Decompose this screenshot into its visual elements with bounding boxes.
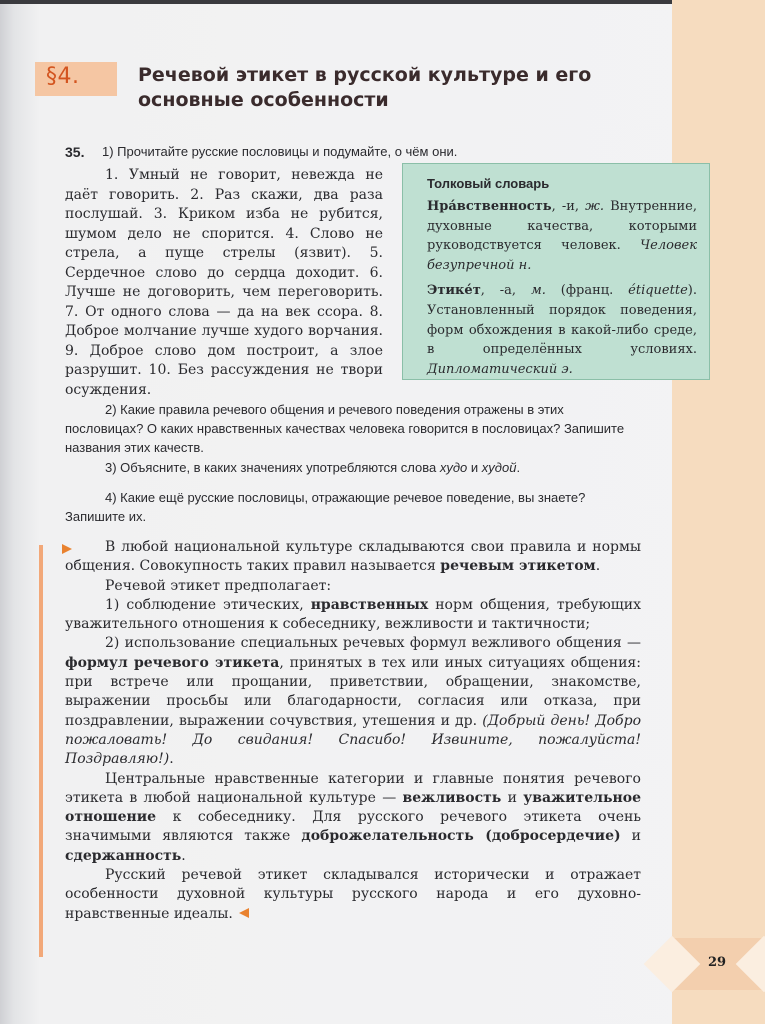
dictionary-entry: Нра́вственность, -и, ж. Внутренние, духовные качества, которыми руководствуется человек. Человек безупречной н. bbox=[427, 199, 697, 273]
rule-margin-bar bbox=[39, 545, 43, 957]
dictionary-box bbox=[402, 163, 710, 380]
rule-end-marker-icon bbox=[239, 908, 249, 918]
proverbs-text: 1. Умный не говорит, невежда не даёт говорить. 2. Раз скажи, два раза послушай. 3. Криком изба не рубится, шумом дело не спорится. 4. Слово не стрела, а пуще стрелы (язвит). 5. Сердечное слово до сердца доходит. 6. Лучше не договорить, чем переговорить. 7. От одного слова — да на век ссора. 8. Доброе молчание лучше худого ворчания. 9. Доброе слово дом построит, а злое разрушит. 10. Без рассуждения не твори осуждения. bbox=[65, 167, 383, 398]
diamond-ornament bbox=[644, 936, 701, 993]
exercise-task-4: 4) Какие ещё русские пословицы, отражающие речевое поведение, вы знаете? Запишите их. bbox=[65, 490, 586, 524]
exercise-task-1: 1) Прочитайте русские пословицы и подумайте, о чём они. bbox=[102, 144, 458, 159]
usage-example: Дипломатический э. bbox=[427, 361, 573, 377]
page-number: 29 bbox=[708, 955, 727, 970]
page-top-edge bbox=[0, 0, 765, 4]
exercise-task-2: 2) Какие правила речевого общения и речевого поведения отражены в этих пословицах? О каких нравственных качествах человека говорится в пословицах? Запишите названия этих качеств. bbox=[65, 402, 625, 455]
headword: Нра́вственность bbox=[427, 199, 552, 214]
dictionary-title: Толковый словарь bbox=[427, 176, 550, 191]
section-number: §4. bbox=[46, 64, 80, 89]
rule-paragraph: Русский речевой этикет складывался исторически и отражает особенности духовной культуры русского народа и его духовно-нравственные идеалы. bbox=[65, 867, 641, 922]
dictionary-entry: Этике́т, -а, м. (франц. étiquette). Установленный порядок поведения, форм обхождения в какой-либо среде, в определённых условиях. Дипломатический э. bbox=[427, 283, 697, 377]
page-title: Речевой этикет в русской культуре и его основные особенности bbox=[138, 64, 592, 111]
exercise-number: 35. bbox=[65, 144, 85, 160]
rule-paragraph: Центральные нравственные категории и главные понятия речевого этикета в любой национальной культуре — вежливость и уважительное отношение к собеседнику. Для русского речевого этикета очень значимыми являются также доброжелательность (добросердечие) и сдержанность. bbox=[65, 770, 641, 864]
rule-paragraph: 1) соблюдение этических, нравственных норм общения, требующих уважительного отношения к собеседнику, вежливости и тактичности; bbox=[65, 596, 641, 633]
usage-example: Человек безупречной н. bbox=[427, 238, 697, 273]
right-margin-band bbox=[672, 0, 765, 1024]
rule-text bbox=[65, 538, 641, 924]
rule-paragraph: Речевой этикет предполагает: bbox=[105, 577, 332, 594]
rule-paragraph: 2) использование специальных речевых формул вежливого общения — формул речевого этикета, принятых в тех или иных ситуациях общения: при встрече или прощании, приветствии, обращении, знакомстве, выражении просьбы или благодарности, согласия или отказа, при поздравлении, выражении сочувствия, утешения и др. (Добрый день! Добро пожаловать! До свидания! Спасибо! Извините, пожалуйста! Поздравляю!). bbox=[65, 635, 641, 768]
headword: Этике́т bbox=[427, 283, 481, 299]
rule-paragraph: В любой национальной культуре складываются свои правила и нормы общения. Совокупность таких правил называется речевым этикетом. bbox=[65, 539, 641, 575]
diamond-ornament bbox=[736, 936, 765, 993]
exercise-task-3: 3) Объясните, в каких значениях употребляются слова худо и худой. bbox=[105, 460, 521, 475]
